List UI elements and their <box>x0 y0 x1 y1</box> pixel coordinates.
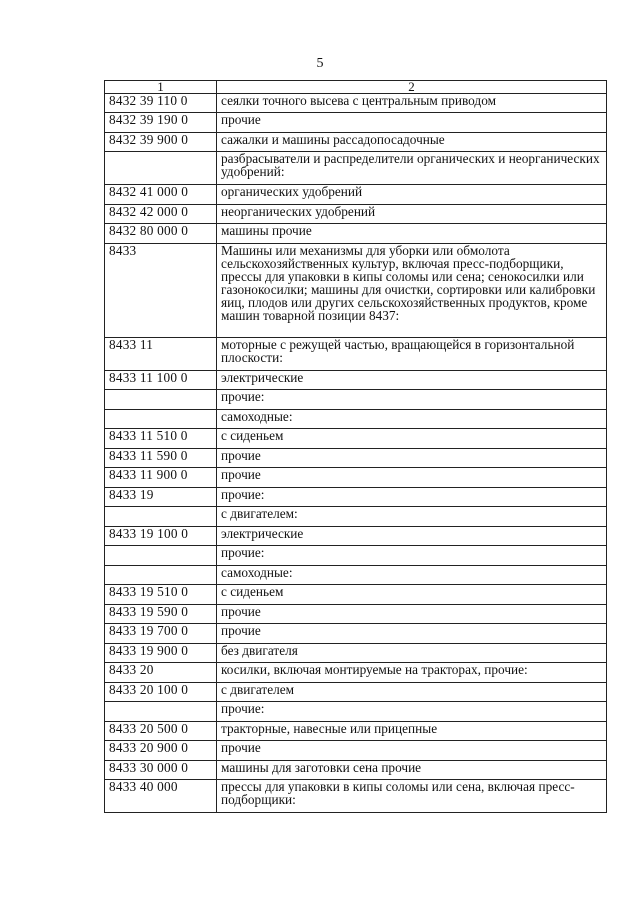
tariff-code-cell <box>105 152 217 185</box>
tariff-code-cell: 8433 19 100 0 <box>105 527 217 546</box>
description-cell: самоходные: <box>217 566 607 585</box>
tariff-code-cell: 8433 19 <box>105 488 217 507</box>
page-number: 5 <box>316 56 324 71</box>
table-row <box>105 429 607 449</box>
description-cell: прочие: <box>217 390 607 410</box>
table-row <box>105 624 607 644</box>
description-cell: прочие: <box>217 546 607 566</box>
description-cell: без двигателя <box>217 644 607 663</box>
tariff-code-cell: 8433 19 510 0 <box>105 585 217 605</box>
table-row <box>105 113 607 133</box>
tariff-code-cell: 8432 39 190 0 <box>105 113 217 133</box>
table-row <box>105 507 607 527</box>
tariff-code-cell: 8433 19 590 0 <box>105 605 217 624</box>
tariff-code-cell: 8433 11 900 0 <box>105 468 217 488</box>
description-cell: с двигателем: <box>217 507 607 527</box>
tariff-code-cell <box>105 390 217 410</box>
table-row <box>105 133 607 152</box>
description-cell: сажалки и машины рассадопосадочные <box>217 133 607 152</box>
tariff-code-cell: 8432 42 000 0 <box>105 205 217 224</box>
tariff-code-cell: 8433 <box>105 244 217 338</box>
description-cell: тракторные, навесные или прицепные <box>217 722 607 741</box>
table-row <box>105 94 607 113</box>
description-cell: неорганических удобрений <box>217 205 607 224</box>
tariff-code-cell: 8433 19 900 0 <box>105 644 217 663</box>
description-cell: прочие: <box>217 488 607 507</box>
description-cell: прочие: <box>217 702 607 722</box>
description-cell: Машины или механизмы для уборки или обмолота сельскохозяйственных культур, включая пресс-подборщики, прессы для упаковки в кипы соломы или сена; сенокосилки или газонокосилки; машины для очистки, сортировки или калибровки яиц, плодов или других сельскохозяйственных продуктов, кроме машин товарной позиции 8437: <box>217 244 607 338</box>
tariff-code-cell: 8433 11 510 0 <box>105 429 217 449</box>
table-row <box>105 605 607 624</box>
table-row <box>105 185 607 205</box>
table-row <box>105 390 607 410</box>
description-cell: разбрасыватели и распределители органических и неорганических удобрений: <box>217 152 607 185</box>
description-cell: с двигателем <box>217 683 607 702</box>
table-row <box>105 205 607 224</box>
tariff-code-cell <box>105 702 217 722</box>
description-cell: машины для заготовки сена прочие <box>217 761 607 780</box>
description-cell: косилки, включая монтируемые на тракторах, прочие: <box>217 663 607 683</box>
tariff-code-cell: 8432 39 110 0 <box>105 94 217 113</box>
description-cell: прочие <box>217 605 607 624</box>
description-cell: электрические <box>217 527 607 546</box>
description-cell: прочие <box>217 113 607 133</box>
table-row <box>105 761 607 780</box>
table-row <box>105 566 607 585</box>
description-cell: сеялки точного высева с центральным приводом <box>217 94 607 113</box>
tariff-code-cell <box>105 410 217 429</box>
tariff-code-cell: 8433 20 100 0 <box>105 683 217 702</box>
tariff-code-cell <box>105 507 217 527</box>
table-row <box>105 644 607 663</box>
description-cell: прочие <box>217 468 607 488</box>
description-cell: электрические <box>217 371 607 390</box>
column-header-2: 2 <box>217 81 607 94</box>
tariff-code-cell: 8433 40 000 <box>105 780 217 813</box>
table-row <box>105 585 607 605</box>
column-header-1: 1 <box>105 81 217 94</box>
description-cell: органических удобрений <box>217 185 607 205</box>
description-cell: с сиденьем <box>217 585 607 605</box>
table-row <box>105 371 607 390</box>
tariff-code-cell: 8433 11 590 0 <box>105 449 217 468</box>
table-row <box>105 449 607 468</box>
description-cell: прочие <box>217 741 607 761</box>
description-cell: с сиденьем <box>217 429 607 449</box>
tariff-code-cell: 8433 20 <box>105 663 217 683</box>
tariff-code-cell <box>105 566 217 585</box>
tariff-code-cell: 8432 41 000 0 <box>105 185 217 205</box>
table-row <box>105 741 607 761</box>
table-row <box>105 338 607 371</box>
table-row <box>105 702 607 722</box>
description-cell: прочие <box>217 449 607 468</box>
tariff-code-cell: 8433 19 700 0 <box>105 624 217 644</box>
tariff-code-cell <box>105 546 217 566</box>
tariff-code-cell: 8433 11 100 0 <box>105 371 217 390</box>
table-row <box>105 244 607 338</box>
table-row <box>105 722 607 741</box>
table-row <box>105 488 607 507</box>
description-cell: прессы для упаковки в кипы соломы или сена, включая пресс-подборщики: <box>217 780 607 813</box>
description-cell: моторные с режущей частью, вращающейся в горизонтальной плоскости: <box>217 338 607 371</box>
tariff-code-cell: 8432 80 000 0 <box>105 224 217 244</box>
tariff-code-cell: 8432 39 900 0 <box>105 133 217 152</box>
table-row <box>105 663 607 683</box>
tariff-code-cell: 8433 20 500 0 <box>105 722 217 741</box>
table-row <box>105 152 607 185</box>
table-row <box>105 527 607 546</box>
tariff-code-cell: 8433 20 900 0 <box>105 741 217 761</box>
table-row <box>105 410 607 429</box>
tariff-code-cell: 8433 30 000 0 <box>105 761 217 780</box>
table-header-row <box>105 81 607 94</box>
tariff-code-table <box>104 80 607 813</box>
description-cell: самоходные: <box>217 410 607 429</box>
table-row <box>105 224 607 244</box>
description-cell: машины прочие <box>217 224 607 244</box>
table-row <box>105 780 607 813</box>
table-row <box>105 683 607 702</box>
tariff-code-cell: 8433 11 <box>105 338 217 371</box>
table-row <box>105 546 607 566</box>
table-row <box>105 468 607 488</box>
description-cell: прочие <box>217 624 607 644</box>
